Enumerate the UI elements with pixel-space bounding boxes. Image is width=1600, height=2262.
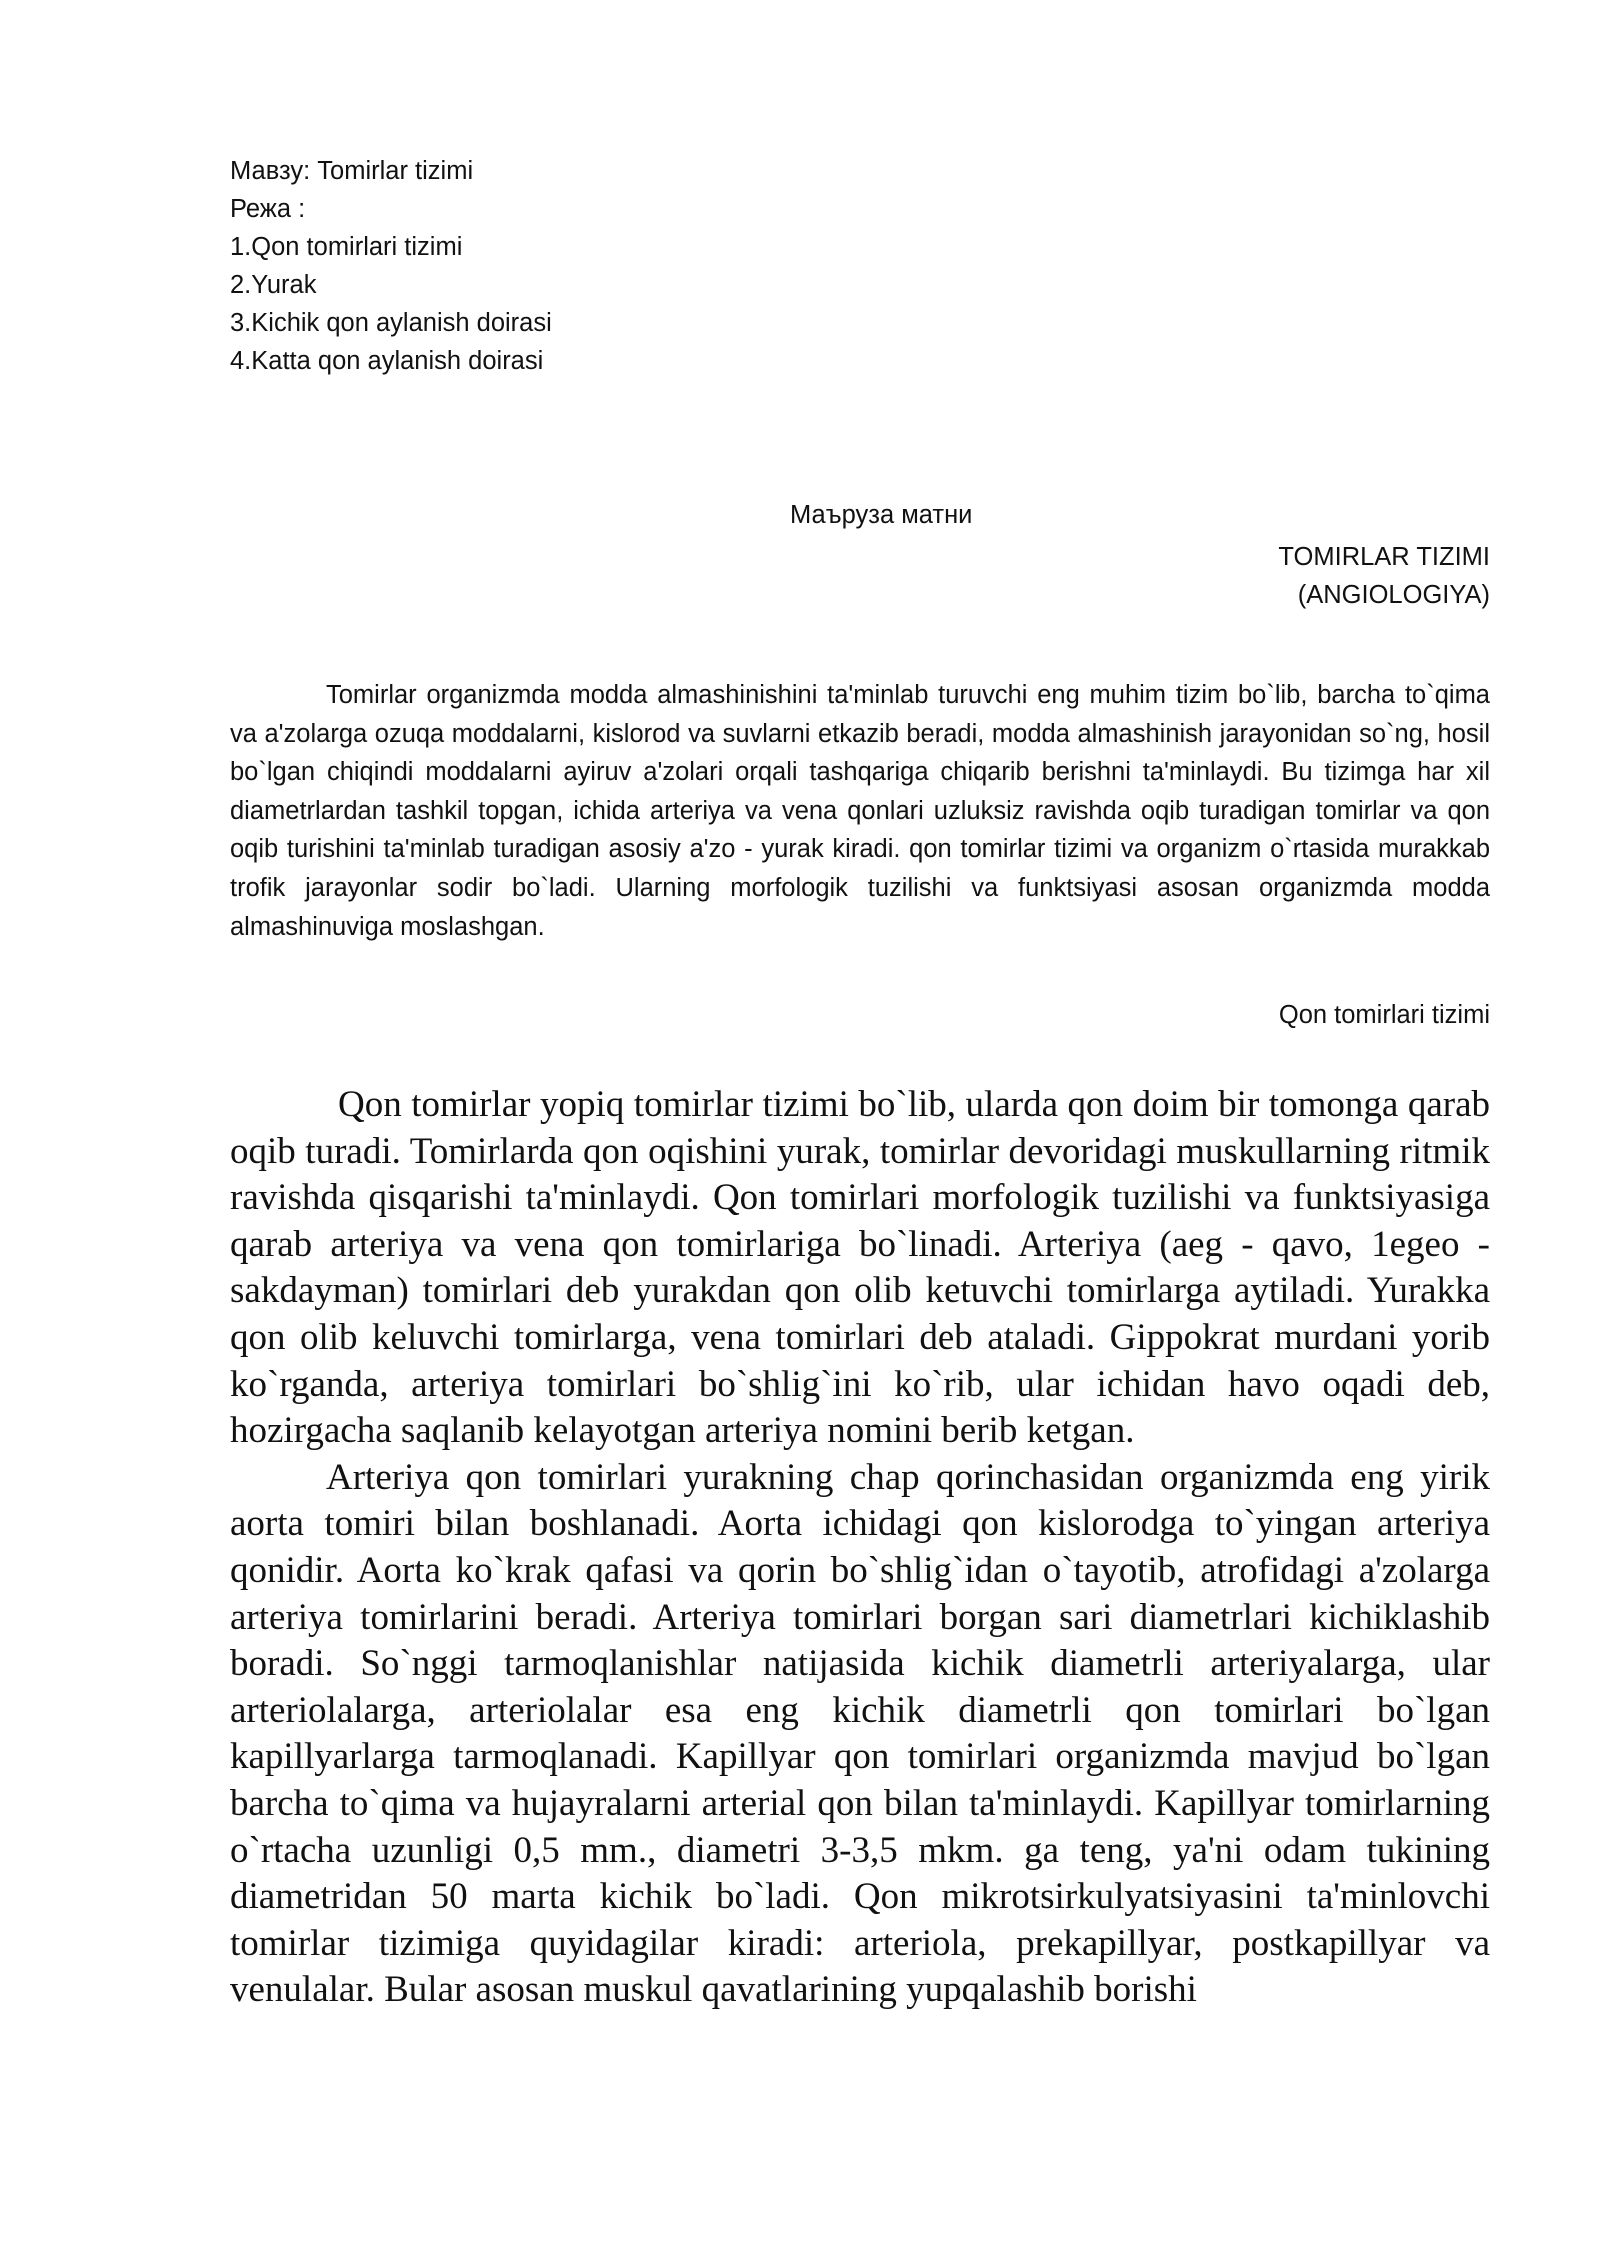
subsection-title: Qon tomirlari tizimi (1278, 1001, 1490, 1029)
plan-item: 2.Yurak (230, 271, 317, 299)
section-subtitle: (ANGIOLOGIYA) (1297, 581, 1490, 609)
intro-paragraph: Tomirlar organizmda modda almashinishini ta'minlab turuvchi eng muhim tizim bo`lib, barcha to`qima va a'zolarga ozuqa moddalarni, kislorod va suvlarni etkazib beradi, modda almashinish jarayonidan so`ng, hosil bo`lgan chiqindi moddalarni ayiruv a'zolari orqali tashqariga chiqarib berishni ta'minlaydi. Bu tizimga har xil diametrlardan tashkil topgan, ichida arteriya va vena qonlari uzluksiz ravishda oqib turadigan tomirlar va qon oqib turishini ta'minlab turadigan asosiy a'zo - yurak kiradi. qon tomirlar tizimi va organizm o`rtasida murakkab trofik jarayonlar sodir bo`ladi. Ularning morfologik tuzilishi va funktsiyasi asosan organizmda modda almashinuviga moslashgan. (230, 681, 1490, 941)
lecture-label: Маъруза матни (790, 501, 973, 529)
plan-item: 3.Kichik qon aylanish doirasi (230, 309, 552, 337)
section-title: TOMIRLAR TIZIMI (1278, 543, 1490, 571)
plan-item: 1.Qon tomirlari tizimi (230, 233, 463, 261)
main-body-text (230, 1082, 1490, 2014)
topic-line: Мавзу: Tomirlar tizimi (230, 157, 474, 185)
plan-item: 4.Katta qon aylanish doirasi (230, 347, 544, 375)
plan-label: Режа : (230, 195, 306, 223)
body-paragraph: Qon tomirlar yopiq tomirlar tizimi bo`lib, ularda qon doim bir tomonga qarab oqib turadi. Tomirlarda qon oqishini yurak, tomirlar devoridagi muskullarning ritmik ravishda qisqarishi ta'minlaydi. Qon tomirlari morfologik tuzilishi va funktsiyasiga qarab arteriya va vena qon tomirlariga bo`linadi. Arteriya (aeg - qavo, 1egeo - sakdayman) tomirlari deb yurakdan qon olib ketuvchi tomirlarga aytiladi. Yurakka qon olib keluvchi tomirlarga, vena tomirlari deb ataladi. Gippokrat murdani yorib ko`rganda, arteriya tomirlari bo`shlig`ini ko`rib, ular ichidan havo oqadi deb, hozirgacha saqlanib kelayotgan arteriya nomini berib ketgan. (230, 1084, 1490, 1452)
body-paragraph: Arteriya qon tomirlari yurakning chap qorinchasidan organizmda eng yirik aorta tomiri bilan boshlanadi. Aorta ichidagi qon kislorodga to`yingan arteriya qonidir. Aorta ko`krak qafasi va qorin bo`shlig`idan o`tayotib, atrofidagi a'zolarga arteriya tomirlarini beradi. Arteriya tomirlari borgan sari diametrlari kichiklashib boradi. So`nggi tarmoqlanishlar natijasida kichik diametrli arteriyalarga, ular arteriolalarga, arteriolalar esa eng kichik diametrli qon tomirlari bo`lgan kapillyarlarga tarmoqlanadi. Kapillyar qon tomirlari organizmda mavjud bo`lgan barcha to`qima va hujayralarni arterial qon bilan ta'minlaydi. Kapillyar tomirlarning o`rtacha uzunligi 0,5 mm., diametri 3-3,5 mkm. ga teng, ya'ni odam tukining diametridan 50 marta kichik bo`ladi. Qon mikrotsirkulyatsiyasini ta'minlovchi tomirlar tizimiga quyidagilar kiradi: arteriola, prekapillyar, postkapillyar va venulalar. Bular asosan muskul qavatlarining yupqalashib borishi (230, 1456, 1490, 2011)
lesson-header (230, 152, 1130, 380)
